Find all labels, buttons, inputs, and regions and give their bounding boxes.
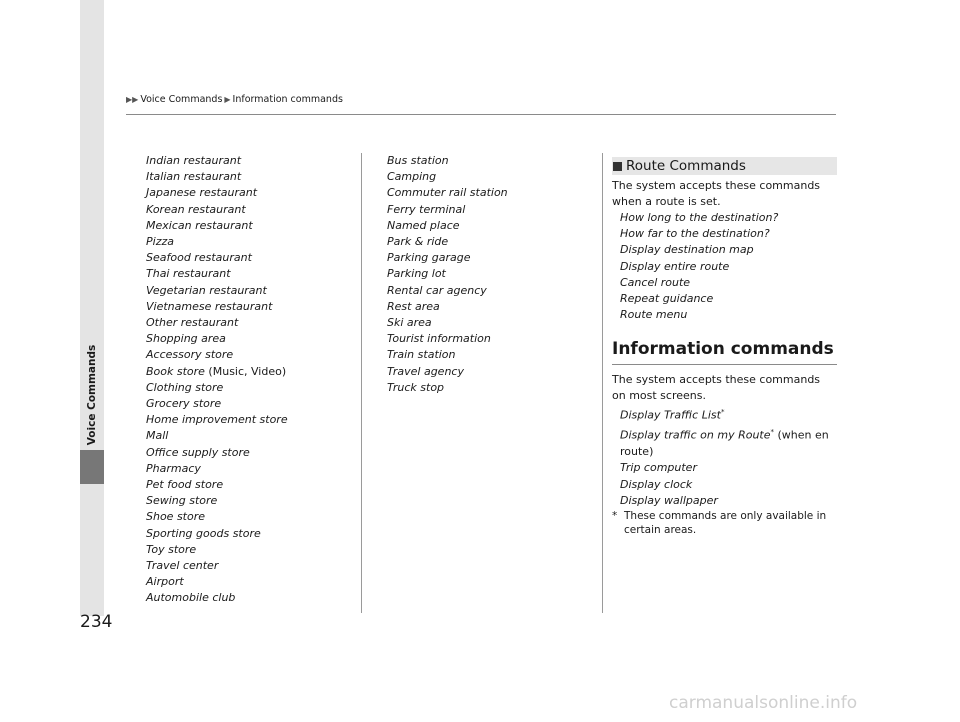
- list-item: Rental car agency: [387, 283, 487, 297]
- list-item-suffix: (when en route): [620, 428, 829, 459]
- list-item: Accessory store: [146, 348, 234, 362]
- list-item: Ferry terminal: [387, 202, 466, 216]
- route-commands-header: [612, 157, 837, 175]
- list-item: Truck stop: [387, 380, 445, 394]
- list-item: Cancel route: [620, 275, 691, 289]
- list-item: Seafood restaurant: [146, 251, 252, 265]
- list-item: Automobile club: [146, 591, 236, 605]
- footnote: [612, 509, 837, 537]
- section-heading: Information commands: [612, 339, 837, 365]
- list-item-label: Book store: [146, 364, 205, 378]
- list-item: Other restaurant: [146, 316, 239, 330]
- left-command-list: [146, 153, 288, 607]
- list-item: Travel center: [146, 559, 219, 573]
- list-item: Bus station: [387, 154, 449, 167]
- list-item: Airport: [146, 575, 184, 589]
- list-item: [620, 404, 837, 424]
- sidebar-notes: [612, 157, 837, 537]
- list-item: Italian restaurant: [146, 170, 242, 184]
- list-item: How far to the destination?: [620, 227, 770, 241]
- list-item: [620, 424, 837, 460]
- section-title: Route Commands: [626, 158, 746, 174]
- list-item: Pharmacy: [146, 461, 201, 475]
- asterisk-mark: *: [720, 408, 725, 417]
- route-command-list: [612, 210, 837, 323]
- list-item: Sporting goods store: [146, 526, 261, 540]
- list-item: Pizza: [146, 235, 174, 249]
- list-item-suffix: (Music, Video): [204, 364, 287, 378]
- list-item: Office supply store: [146, 445, 250, 459]
- list-item: Vegetarian restaurant: [146, 283, 267, 297]
- list-item: Display wallpaper: [620, 493, 718, 507]
- list-item: Display destination map: [620, 243, 754, 257]
- info-intro-text: The system accepts these commands on most screens.: [612, 373, 821, 403]
- breadcrumb-item-information-commands: Information commands: [232, 94, 343, 105]
- list-item: Tourist information: [387, 332, 491, 346]
- list-item: Indian restaurant: [146, 154, 242, 167]
- list-item: Thai restaurant: [146, 267, 231, 281]
- list-item: Mall: [146, 429, 169, 443]
- footnote-mark: *: [612, 509, 618, 522]
- list-item: Parking lot: [387, 267, 446, 281]
- column-divider: [602, 153, 603, 613]
- breadcrumb-arrow-icon: ▶: [224, 95, 231, 104]
- list-item: Vietnamese restaurant: [146, 299, 273, 313]
- side-tab-marker: [80, 450, 104, 484]
- column-divider: [361, 153, 362, 613]
- list-item: Shoe store: [146, 510, 206, 524]
- list-item: Display clock: [620, 477, 693, 491]
- list-item: Mexican restaurant: [146, 218, 253, 232]
- list-item: Parking garage: [387, 251, 471, 265]
- list-item-label: Display Traffic List: [620, 409, 721, 423]
- footnote-text: These commands are only available in certain areas.: [624, 509, 827, 536]
- list-item: Trip computer: [620, 461, 697, 475]
- middle-command-list: [387, 153, 508, 396]
- side-tab-background-lower: [80, 484, 104, 616]
- list-item: Route menu: [620, 308, 688, 322]
- list-item: Grocery store: [146, 397, 222, 411]
- list-item: Train station: [387, 348, 456, 362]
- page-number: 234: [80, 612, 113, 632]
- list-item: Toy store: [146, 542, 197, 556]
- list-item: Pet food store: [146, 478, 224, 492]
- list-item: Ski area: [387, 316, 432, 330]
- list-item-label: Display traffic on my Route: [620, 428, 771, 442]
- list-item: Camping: [387, 170, 437, 184]
- asterisk-mark: *: [770, 428, 775, 437]
- list-item: Sewing store: [146, 494, 218, 508]
- list-item: Korean restaurant: [146, 202, 246, 216]
- list-item: Named place: [387, 218, 460, 232]
- route-intro-text: The system accepts these commands when a route is set.: [612, 179, 821, 208]
- info-command-list: [612, 404, 837, 509]
- breadcrumb: [126, 94, 343, 105]
- watermark: carmanualsonline.info: [669, 693, 858, 713]
- list-item: Clothing store: [146, 380, 224, 394]
- breadcrumb-item-voice-commands: Voice Commands: [140, 94, 223, 105]
- side-tab-label: Voice Commands: [86, 344, 98, 446]
- list-item: Travel agency: [387, 364, 464, 378]
- breadcrumb-arrow-icon: ▶▶: [126, 95, 139, 104]
- list-item: Commuter rail station: [387, 186, 508, 200]
- list-item: Display entire route: [620, 259, 730, 273]
- list-item: Shopping area: [146, 332, 226, 346]
- list-item: Home improvement store: [146, 413, 288, 427]
- list-item-book-store: [146, 364, 288, 380]
- list-item: Japanese restaurant: [146, 186, 258, 200]
- list-item: Rest area: [387, 299, 440, 313]
- list-item: How long to the destination?: [620, 211, 779, 224]
- square-bullet-icon: [613, 162, 622, 171]
- list-item: Repeat guidance: [620, 292, 714, 306]
- list-item: Park & ride: [387, 235, 449, 249]
- header-rule: [126, 114, 836, 115]
